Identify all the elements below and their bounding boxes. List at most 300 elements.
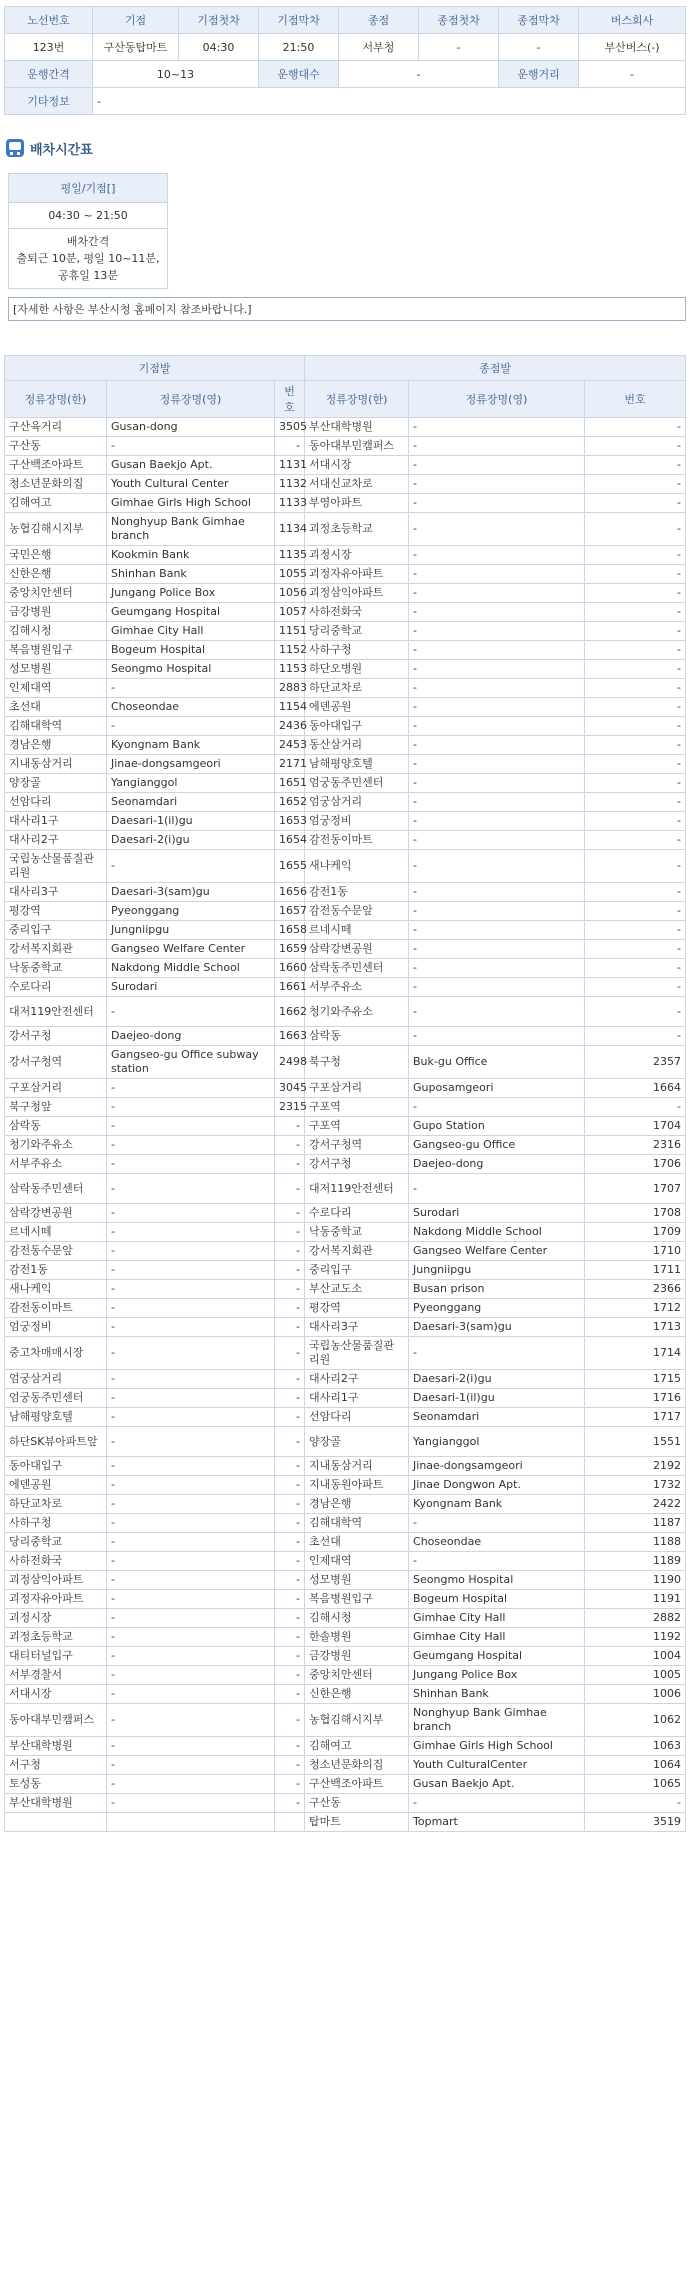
start-stop-kr: 선암다리 bbox=[5, 793, 107, 812]
table-row bbox=[5, 1552, 686, 1571]
end-stop-en: - bbox=[409, 978, 585, 997]
start-stop-en: Choseondae bbox=[107, 698, 275, 717]
table-row bbox=[5, 1046, 686, 1079]
end-stop-no: - bbox=[585, 660, 686, 679]
start-stop-no: 2498 bbox=[275, 1046, 305, 1079]
end-stop-en: - bbox=[409, 437, 585, 456]
end-stop-no: - bbox=[585, 717, 686, 736]
start-stop-kr: 괴정시장 bbox=[5, 1609, 107, 1628]
start-stop-en: Daesari-1(il)gu bbox=[107, 812, 275, 831]
start-stop-en: - bbox=[107, 1552, 275, 1571]
end-stop-en: Seongmo Hospital bbox=[409, 1571, 585, 1590]
end-stop-en: - bbox=[409, 902, 585, 921]
table-row bbox=[5, 1299, 686, 1318]
end-stop-no: 1551 bbox=[585, 1427, 686, 1457]
end-stop-kr: 사하구청 bbox=[305, 641, 409, 660]
end-stop-no: 1062 bbox=[585, 1704, 686, 1737]
end-stop-en: - bbox=[409, 1027, 585, 1046]
start-stop-kr: 하단SK뷰아파트앞 bbox=[5, 1427, 107, 1457]
table-row bbox=[5, 812, 686, 831]
end-stop-no: 1732 bbox=[585, 1476, 686, 1495]
start-stop-kr: 중앙치안센터 bbox=[5, 584, 107, 603]
start-stop-no: 1057 bbox=[275, 603, 305, 622]
start-stop-en: - bbox=[107, 1590, 275, 1609]
end-stop-no: 1707 bbox=[585, 1174, 686, 1204]
end-stop-no: 1188 bbox=[585, 1533, 686, 1552]
start-stop-no: 3505 bbox=[275, 418, 305, 437]
start-stop-en: Shinhan Bank bbox=[107, 565, 275, 584]
interval-time-range: 04:30 ~ 21:50 bbox=[9, 203, 168, 229]
end-stop-kr: 부영아파트 bbox=[305, 494, 409, 513]
start-stop-kr: 르네시떼 bbox=[5, 1223, 107, 1242]
value-etc: - bbox=[93, 88, 686, 115]
start-stop-kr: 김해시청 bbox=[5, 622, 107, 641]
start-stop-kr: 김해대학역 bbox=[5, 717, 107, 736]
start-stop-no: 3045 bbox=[275, 1079, 305, 1098]
start-stop-kr: 삼락동주민센터 bbox=[5, 1174, 107, 1204]
end-stop-en: - bbox=[409, 641, 585, 660]
end-stop-kr: 대사리3구 bbox=[305, 1318, 409, 1337]
end-stop-en: - bbox=[409, 456, 585, 475]
start-stop-en: - bbox=[107, 1647, 275, 1666]
end-stop-kr: 양장골 bbox=[305, 1427, 409, 1457]
end-stop-en: Jinae Dongwon Apt. bbox=[409, 1476, 585, 1495]
info-value-cell: - bbox=[499, 34, 579, 61]
end-stop-en: - bbox=[409, 717, 585, 736]
start-stop-no: - bbox=[275, 437, 305, 456]
info-value-cell: 서부청 bbox=[339, 34, 419, 61]
end-stop-kr: 구산백조아파트 bbox=[305, 1775, 409, 1794]
start-stop-en: Seongmo Hospital bbox=[107, 660, 275, 679]
table-row bbox=[5, 1457, 686, 1476]
end-stop-kr: 국립농산물품질관리원 bbox=[305, 1337, 409, 1370]
info-value-cell: 04:30 bbox=[179, 34, 259, 61]
end-stop-en: - bbox=[409, 1174, 585, 1204]
end-stop-no: 2192 bbox=[585, 1457, 686, 1476]
end-stop-kr: 강서구청역 bbox=[305, 1136, 409, 1155]
end-stop-no: 1710 bbox=[585, 1242, 686, 1261]
start-stop-en: Pyeonggang bbox=[107, 902, 275, 921]
start-stop-kr: 서구청 bbox=[5, 1756, 107, 1775]
start-stop-kr: 부산대학병원 bbox=[5, 1737, 107, 1756]
start-stop-en: Gimhae Girls High School bbox=[107, 494, 275, 513]
end-stop-kr: 탑마트 bbox=[305, 1813, 409, 1832]
start-stop-no: 2436 bbox=[275, 717, 305, 736]
start-stop-kr: 금강병원 bbox=[5, 603, 107, 622]
end-stop-no: - bbox=[585, 850, 686, 883]
end-stop-en: - bbox=[409, 565, 585, 584]
start-stop-kr: 구산백조아파트 bbox=[5, 456, 107, 475]
end-stop-kr: 김해대학역 bbox=[305, 1514, 409, 1533]
end-stop-kr: 김해여고 bbox=[305, 1737, 409, 1756]
start-stop-kr: 엄궁정비 bbox=[5, 1318, 107, 1337]
end-stop-no: 1191 bbox=[585, 1590, 686, 1609]
end-stop-kr: 르네시떼 bbox=[305, 921, 409, 940]
end-stop-kr: 지내동원아파트 bbox=[305, 1476, 409, 1495]
end-stop-no: 1712 bbox=[585, 1299, 686, 1318]
table-row bbox=[5, 1756, 686, 1775]
end-stop-no: 1192 bbox=[585, 1628, 686, 1647]
end-stop-no: - bbox=[585, 641, 686, 660]
start-stop-kr: 괴정삼익아파트 bbox=[5, 1571, 107, 1590]
end-stop-no: 1715 bbox=[585, 1370, 686, 1389]
info-header-cell: 기점막차 bbox=[259, 7, 339, 34]
end-stop-no: 2422 bbox=[585, 1495, 686, 1514]
start-stop-no: 1152 bbox=[275, 641, 305, 660]
start-stop-kr: 강서구청역 bbox=[5, 1046, 107, 1079]
start-stop-no: - bbox=[275, 1370, 305, 1389]
table-row bbox=[5, 546, 686, 565]
end-stop-kr: 대사리2구 bbox=[305, 1370, 409, 1389]
start-stop-en: Daejeo-dong bbox=[107, 1027, 275, 1046]
end-stop-en: - bbox=[409, 603, 585, 622]
start-stop-kr: 성모병원 bbox=[5, 660, 107, 679]
end-stop-en: - bbox=[409, 831, 585, 850]
info-header-cell: 기점 bbox=[93, 7, 179, 34]
start-stop-en: - bbox=[107, 1408, 275, 1427]
start-stop-no: - bbox=[275, 1609, 305, 1628]
start-stop-no: 1661 bbox=[275, 978, 305, 997]
start-stop-no: - bbox=[275, 1794, 305, 1813]
end-stop-no: - bbox=[585, 883, 686, 902]
start-stop-no: - bbox=[275, 1174, 305, 1204]
end-stop-no: - bbox=[585, 902, 686, 921]
table-row bbox=[5, 1666, 686, 1685]
end-stop-kr: 청소년문화의집 bbox=[305, 1756, 409, 1775]
start-stop-kr: 구산육거리 bbox=[5, 418, 107, 437]
table-row bbox=[5, 1117, 686, 1136]
start-stop-en: - bbox=[107, 1704, 275, 1737]
end-stop-kr: 청기와주유소 bbox=[305, 997, 409, 1027]
value-distance: - bbox=[579, 61, 686, 88]
start-stop-kr: 하단교차로 bbox=[5, 1495, 107, 1514]
start-stop-no: - bbox=[275, 1666, 305, 1685]
info-header-cell: 버스회사 bbox=[579, 7, 686, 34]
end-stop-no: - bbox=[585, 475, 686, 494]
start-stop-en: Yangianggol bbox=[107, 774, 275, 793]
start-stop-no: - bbox=[275, 1117, 305, 1136]
end-stop-kr: 구포역 bbox=[305, 1117, 409, 1136]
table-row bbox=[5, 1027, 686, 1046]
end-stop-en: Surodari bbox=[409, 1204, 585, 1223]
start-stop-en: Surodari bbox=[107, 978, 275, 997]
table-row bbox=[5, 1155, 686, 1174]
end-stop-kr: 선암다리 bbox=[305, 1408, 409, 1427]
end-stop-kr: 인제대역 bbox=[305, 1552, 409, 1571]
notice-text: [자세한 사항은 부산시청 홈페이지 참조바랍니다.] bbox=[8, 297, 686, 321]
start-stop-en: - bbox=[107, 437, 275, 456]
start-stop-kr: 서부경찰서 bbox=[5, 1666, 107, 1685]
info-value-cell: 부산버스(-) bbox=[579, 34, 686, 61]
start-stop-no: - bbox=[275, 1685, 305, 1704]
start-stop-no: - bbox=[275, 1775, 305, 1794]
info-value-cell: 21:50 bbox=[259, 34, 339, 61]
end-stop-no: - bbox=[585, 418, 686, 437]
start-stop-no: 1134 bbox=[275, 513, 305, 546]
start-stop-en: - bbox=[107, 1476, 275, 1495]
start-stop-kr: 에덴공원 bbox=[5, 1476, 107, 1495]
start-stop-en bbox=[107, 1813, 275, 1832]
end-stop-kr: 괴정자유아파트 bbox=[305, 565, 409, 584]
start-stop-en: - bbox=[107, 1514, 275, 1533]
label-interval: 운행간격 bbox=[5, 61, 93, 88]
end-stop-en: Gangseo-gu Office bbox=[409, 1136, 585, 1155]
table-row bbox=[5, 1261, 686, 1280]
end-stop-en: - bbox=[409, 774, 585, 793]
start-stop-no: 2453 bbox=[275, 736, 305, 755]
end-stop-no: 1006 bbox=[585, 1685, 686, 1704]
start-stop-en: Gusan Baekjo Apt. bbox=[107, 456, 275, 475]
end-stop-kr: 삼락동 bbox=[305, 1027, 409, 1046]
end-stop-kr: 김해시청 bbox=[305, 1609, 409, 1628]
table-row bbox=[5, 698, 686, 717]
start-stop-no: 1659 bbox=[275, 940, 305, 959]
schedule-column-header: 정류장명(영) bbox=[409, 381, 585, 418]
end-stop-en: - bbox=[409, 622, 585, 641]
end-stop-no: - bbox=[585, 959, 686, 978]
end-stop-no: 1065 bbox=[585, 1775, 686, 1794]
start-stop-kr: 김해여고 bbox=[5, 494, 107, 513]
table-row bbox=[5, 921, 686, 940]
end-stop-no: - bbox=[585, 1098, 686, 1117]
schedule-column-header: 정류장명(한) bbox=[5, 381, 107, 418]
table-row bbox=[5, 437, 686, 456]
start-stop-no: - bbox=[275, 1476, 305, 1495]
end-stop-no: 1711 bbox=[585, 1261, 686, 1280]
table-row bbox=[5, 1408, 686, 1427]
table-row bbox=[5, 1476, 686, 1495]
end-stop-en: Shinhan Bank bbox=[409, 1685, 585, 1704]
end-stop-en: Nonghyup Bank Gimhae branch bbox=[409, 1704, 585, 1737]
start-stop-en: Nonghyup Bank Gimhae branch bbox=[107, 513, 275, 546]
end-stop-no: - bbox=[585, 774, 686, 793]
start-stop-kr: 중리입구 bbox=[5, 921, 107, 940]
start-stop-no: - bbox=[275, 1204, 305, 1223]
end-stop-no: 2357 bbox=[585, 1046, 686, 1079]
start-stop-en: Gimhae City Hall bbox=[107, 622, 275, 641]
interval-line: 배차간격 bbox=[66, 235, 110, 248]
start-stop-no: 2171 bbox=[275, 755, 305, 774]
end-stop-no: 1187 bbox=[585, 1514, 686, 1533]
table-row bbox=[5, 1370, 686, 1389]
end-stop-kr: 동산삼거리 bbox=[305, 736, 409, 755]
table-row bbox=[5, 1318, 686, 1337]
start-stop-en: - bbox=[107, 997, 275, 1027]
table-row bbox=[5, 513, 686, 546]
start-stop-en: Gusan-dong bbox=[107, 418, 275, 437]
start-stop-no: 1657 bbox=[275, 902, 305, 921]
end-stop-en: - bbox=[409, 1098, 585, 1117]
start-stop-en: Nakdong Middle School bbox=[107, 959, 275, 978]
end-stop-no: - bbox=[585, 755, 686, 774]
start-stop-kr: 대사리3구 bbox=[5, 883, 107, 902]
end-stop-kr: 대사리1구 bbox=[305, 1389, 409, 1408]
table-row bbox=[5, 660, 686, 679]
end-stop-en: - bbox=[409, 475, 585, 494]
end-stop-en: Daesari-3(sam)gu bbox=[409, 1318, 585, 1337]
start-stop-en: Geumgang Hospital bbox=[107, 603, 275, 622]
end-stop-en: - bbox=[409, 698, 585, 717]
start-stop-kr: 국립농산물품질관리원 bbox=[5, 850, 107, 883]
end-stop-kr: 서대시장 bbox=[305, 456, 409, 475]
end-stop-kr: 경남은행 bbox=[305, 1495, 409, 1514]
start-stop-en: Youth Cultural Center bbox=[107, 475, 275, 494]
start-stop-no: 1663 bbox=[275, 1027, 305, 1046]
start-stop-en: - bbox=[107, 850, 275, 883]
end-stop-no: 1709 bbox=[585, 1223, 686, 1242]
start-stop-kr: 감전동수문앞 bbox=[5, 1242, 107, 1261]
end-stop-kr: 중리입구 bbox=[305, 1261, 409, 1280]
start-stop-en: - bbox=[107, 1223, 275, 1242]
start-stop-no: - bbox=[275, 1223, 305, 1242]
end-stop-en: - bbox=[409, 1337, 585, 1370]
start-stop-kr: 중고차매매시장 bbox=[5, 1337, 107, 1370]
end-stop-en: Gimhae City Hall bbox=[409, 1609, 585, 1628]
table-row bbox=[5, 1242, 686, 1261]
start-stop-kr: 엄궁동주민센터 bbox=[5, 1389, 107, 1408]
start-stop-en: Bogeum Hospital bbox=[107, 641, 275, 660]
interval-header: 평일/기점[] bbox=[9, 174, 168, 203]
table-row bbox=[5, 1590, 686, 1609]
start-stop-kr: 청기와주유소 bbox=[5, 1136, 107, 1155]
start-stop-no: 1154 bbox=[275, 698, 305, 717]
start-stop-no: - bbox=[275, 1427, 305, 1457]
start-stop-no: - bbox=[275, 1514, 305, 1533]
start-stop-kr: 강서구청 bbox=[5, 1027, 107, 1046]
start-stop-kr: 대사리2구 bbox=[5, 831, 107, 850]
value-interval: 10~13 bbox=[93, 61, 259, 88]
end-stop-no: 1664 bbox=[585, 1079, 686, 1098]
start-stop-en: - bbox=[107, 1280, 275, 1299]
start-stop-no: - bbox=[275, 1533, 305, 1552]
end-stop-no: - bbox=[585, 698, 686, 717]
end-stop-no: - bbox=[585, 622, 686, 641]
start-stop-no: 1662 bbox=[275, 997, 305, 1027]
table-row bbox=[5, 831, 686, 850]
start-stop-no: - bbox=[275, 1647, 305, 1666]
start-stop-no: 1153 bbox=[275, 660, 305, 679]
end-stop-no: - bbox=[585, 513, 686, 546]
start-stop-en: - bbox=[107, 1370, 275, 1389]
start-stop-en: - bbox=[107, 1337, 275, 1370]
end-stop-no: 1713 bbox=[585, 1318, 686, 1337]
info-header-cell: 종점 bbox=[339, 7, 419, 34]
start-stop-en: - bbox=[107, 1261, 275, 1280]
end-stop-en: - bbox=[409, 418, 585, 437]
start-stop-no: 2315 bbox=[275, 1098, 305, 1117]
start-stop-kr: 부산대학병원 bbox=[5, 1794, 107, 1813]
end-stop-kr: 엄궁정비 bbox=[305, 812, 409, 831]
start-stop-no: - bbox=[275, 1155, 305, 1174]
start-stop-en: Gangseo Welfare Center bbox=[107, 940, 275, 959]
end-stop-en: Nakdong Middle School bbox=[409, 1223, 585, 1242]
table-row bbox=[5, 997, 686, 1027]
end-stop-en: Daejeo-dong bbox=[409, 1155, 585, 1174]
end-stop-kr: 구포역 bbox=[305, 1098, 409, 1117]
start-stop-no: 1133 bbox=[275, 494, 305, 513]
start-stop-no: 1151 bbox=[275, 622, 305, 641]
info-header-cell: 노선번호 bbox=[5, 7, 93, 34]
start-stop-no: 1658 bbox=[275, 921, 305, 940]
start-stop-no: - bbox=[275, 1628, 305, 1647]
end-stop-kr: 평강역 bbox=[305, 1299, 409, 1318]
end-stop-no: - bbox=[585, 437, 686, 456]
start-stop-no: - bbox=[275, 1552, 305, 1571]
start-stop-en: Seonamdari bbox=[107, 793, 275, 812]
table-row bbox=[5, 494, 686, 513]
end-stop-kr: 신한은행 bbox=[305, 1685, 409, 1704]
end-stop-en: Pyeonggang bbox=[409, 1299, 585, 1318]
table-row bbox=[5, 622, 686, 641]
info-value-cell: - bbox=[419, 34, 499, 61]
end-stop-en: - bbox=[409, 1552, 585, 1571]
label-distance: 운행거리 bbox=[499, 61, 579, 88]
start-stop-en: - bbox=[107, 1628, 275, 1647]
end-stop-kr: 삼락강변공원 bbox=[305, 940, 409, 959]
start-stop-no: 1652 bbox=[275, 793, 305, 812]
start-stop-kr: 복음병원입구 bbox=[5, 641, 107, 660]
start-stop-no: - bbox=[275, 1495, 305, 1514]
start-stop-kr: 토성동 bbox=[5, 1775, 107, 1794]
table-row bbox=[5, 1337, 686, 1370]
end-stop-kr: 강서구청 bbox=[305, 1155, 409, 1174]
end-stop-en: Daesari-1(il)gu bbox=[409, 1389, 585, 1408]
table-row bbox=[5, 1533, 686, 1552]
end-stop-no: - bbox=[585, 831, 686, 850]
end-stop-kr: 에덴공원 bbox=[305, 698, 409, 717]
end-stop-no: 1717 bbox=[585, 1408, 686, 1427]
start-stop-no: - bbox=[275, 1389, 305, 1408]
end-stop-no: - bbox=[585, 812, 686, 831]
table-row bbox=[5, 418, 686, 437]
end-stop-kr: 복음병원입구 bbox=[305, 1590, 409, 1609]
table-row bbox=[5, 1174, 686, 1204]
start-stop-kr: 낙동중학교 bbox=[5, 959, 107, 978]
end-stop-en: Busan prison bbox=[409, 1280, 585, 1299]
table-row bbox=[5, 850, 686, 883]
start-stop-en: - bbox=[107, 1794, 275, 1813]
end-stop-no: - bbox=[585, 584, 686, 603]
end-stop-kr: 괴정삼익아파트 bbox=[305, 584, 409, 603]
start-stop-en: - bbox=[107, 1609, 275, 1628]
end-stop-en: - bbox=[409, 940, 585, 959]
start-stop-kr: 대티터널입구 bbox=[5, 1647, 107, 1666]
end-stop-no: - bbox=[585, 978, 686, 997]
start-stop-en: Gangseo-gu Office subway station bbox=[107, 1046, 275, 1079]
start-stop-no bbox=[275, 1813, 305, 1832]
start-stop-en: - bbox=[107, 679, 275, 698]
end-stop-no: 1708 bbox=[585, 1204, 686, 1223]
end-stop-en: Geumgang Hospital bbox=[409, 1647, 585, 1666]
table-row bbox=[5, 883, 686, 902]
end-stop-en: Kyongnam Bank bbox=[409, 1495, 585, 1514]
end-stop-kr: 서부주유소 bbox=[305, 978, 409, 997]
start-stop-no: - bbox=[275, 1756, 305, 1775]
end-stop-en: Gusan Baekjo Apt. bbox=[409, 1775, 585, 1794]
interval-line: 출퇴근 10분, 평일 10~11분, bbox=[16, 252, 160, 265]
end-stop-no: 2316 bbox=[585, 1136, 686, 1155]
start-stop-en: - bbox=[107, 1098, 275, 1117]
end-stop-kr: 북구청 bbox=[305, 1046, 409, 1079]
interval-box bbox=[8, 173, 168, 289]
end-stop-no: - bbox=[585, 1027, 686, 1046]
start-stop-no: 1135 bbox=[275, 546, 305, 565]
start-stop-no: 1654 bbox=[275, 831, 305, 850]
start-stop-no: - bbox=[275, 1318, 305, 1337]
end-stop-en: - bbox=[409, 959, 585, 978]
end-stop-en: Guposamgeori bbox=[409, 1079, 585, 1098]
table-row bbox=[5, 774, 686, 793]
